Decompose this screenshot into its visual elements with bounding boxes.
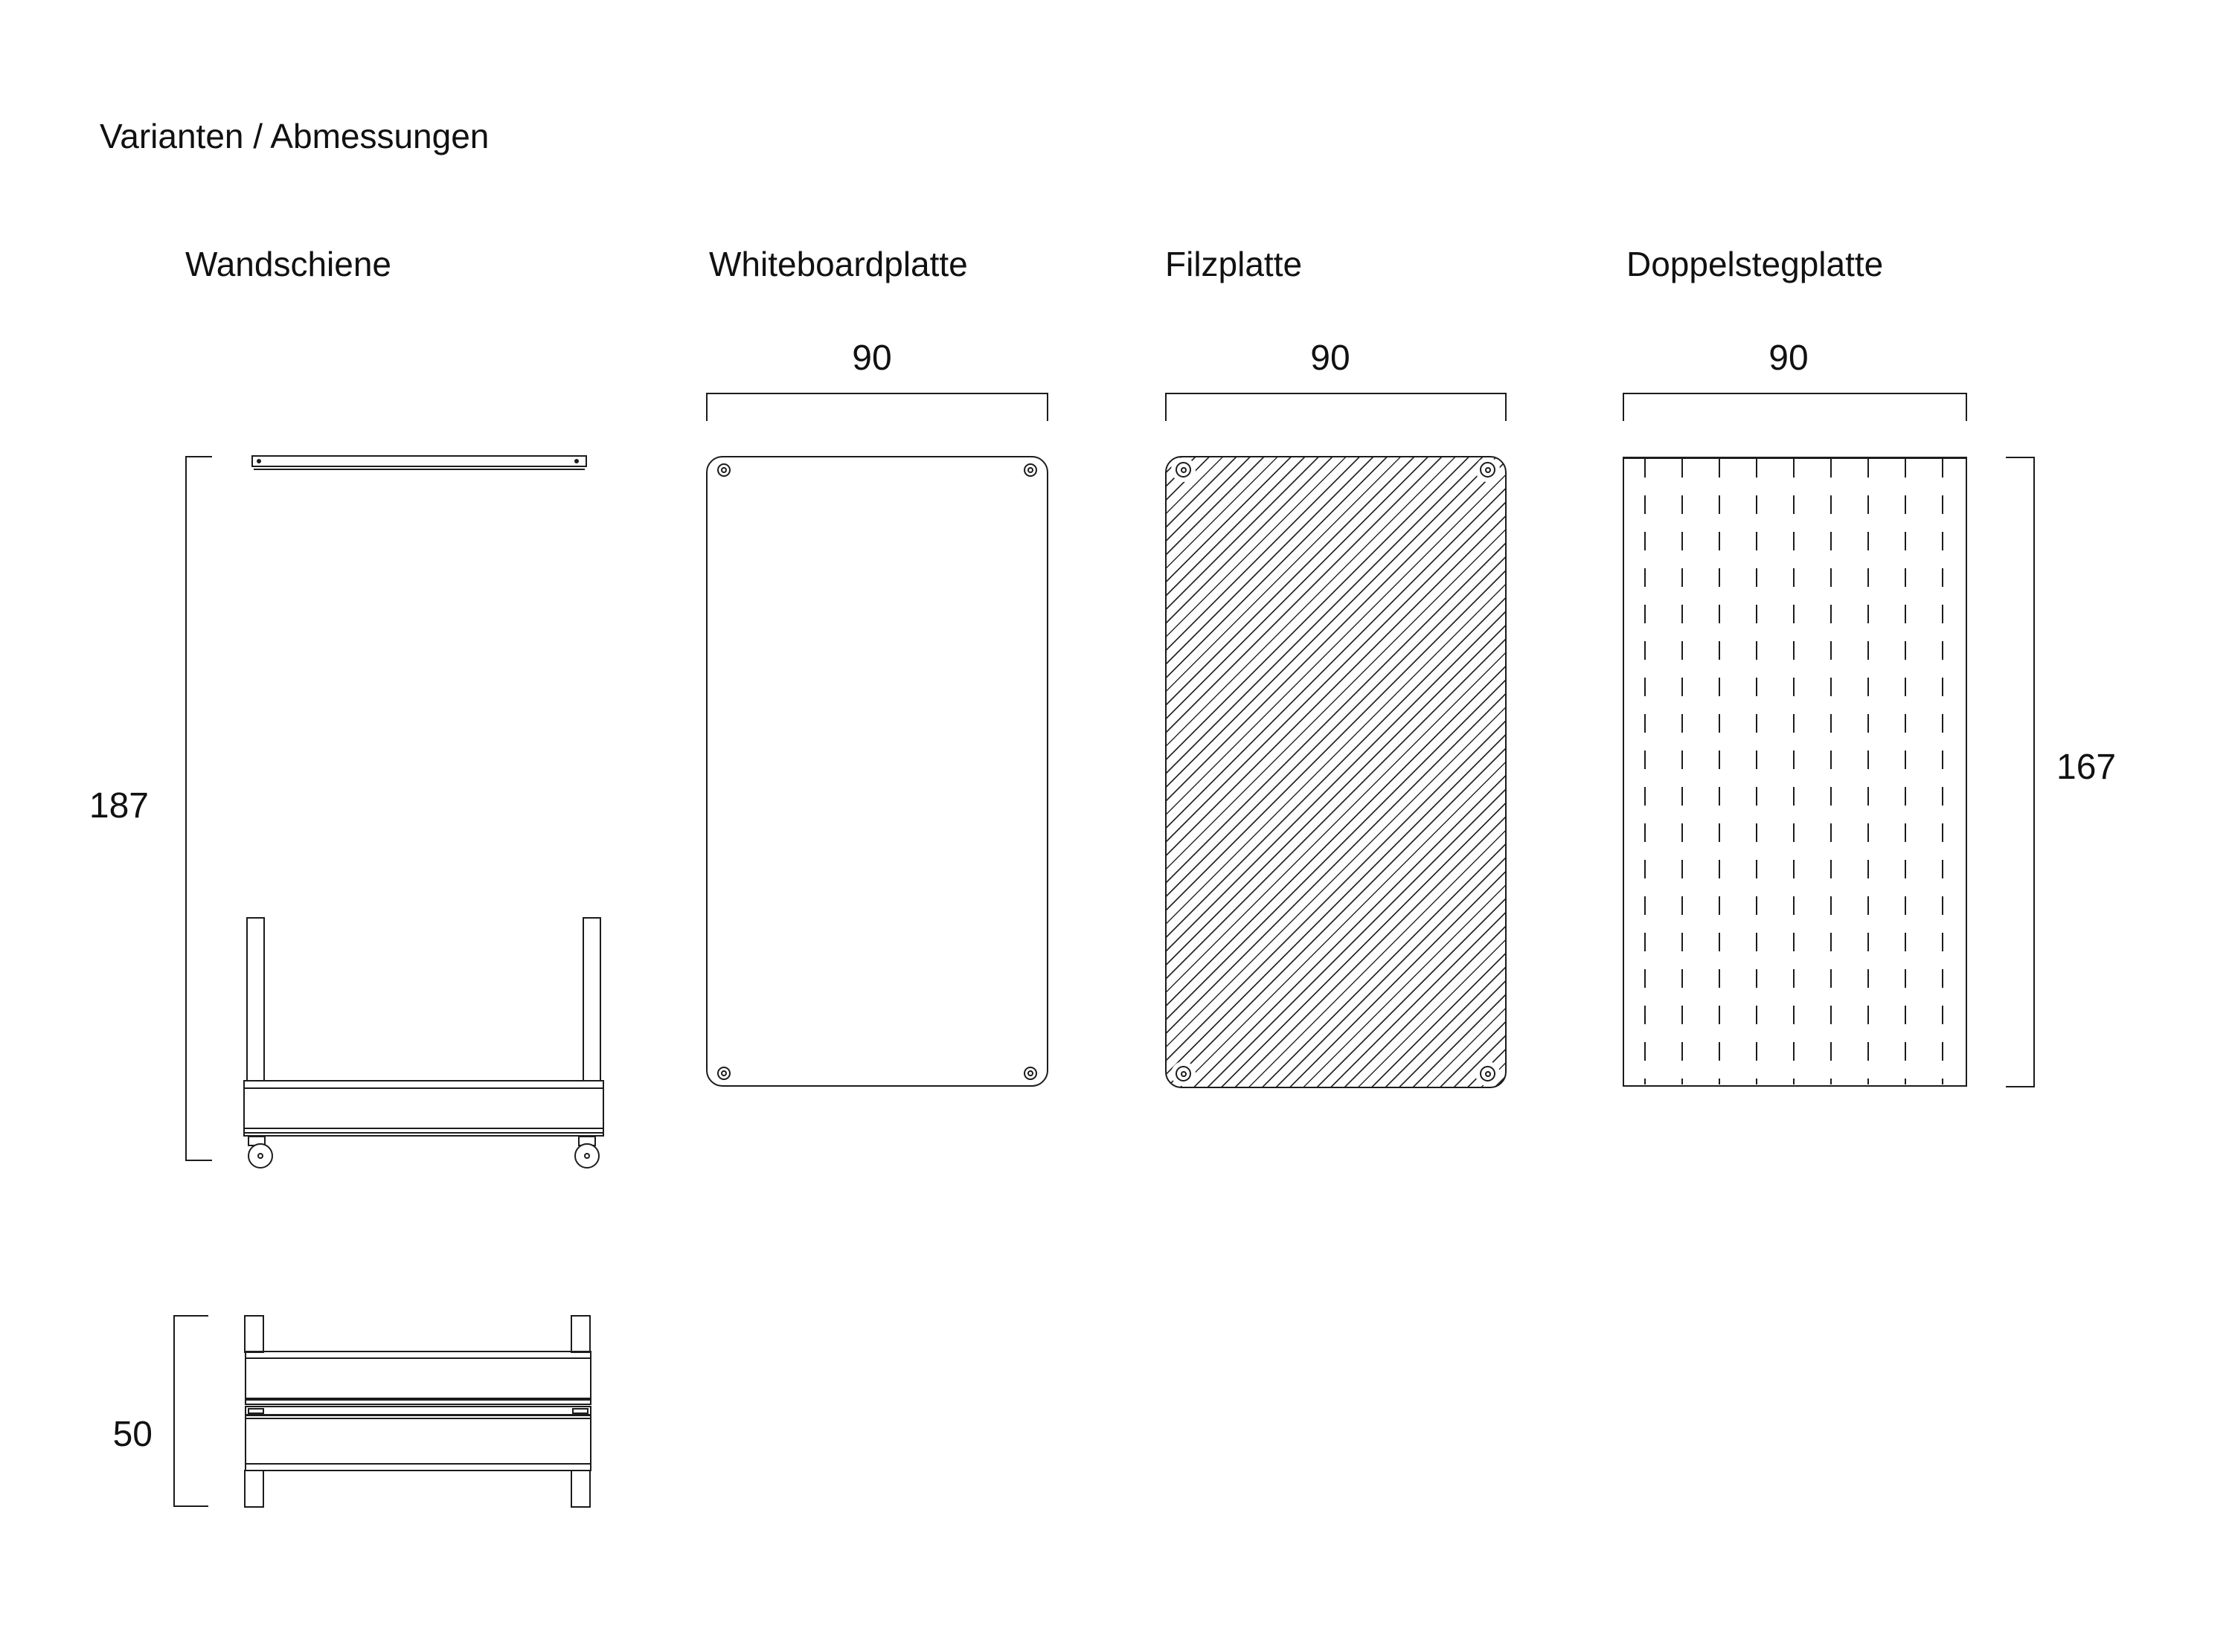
dim-187-tick-bottom xyxy=(185,1160,212,1161)
dim-187-line xyxy=(185,456,187,1161)
panel-screw-center xyxy=(1181,467,1187,473)
cart-post-right xyxy=(583,917,601,1081)
variant-label-doppelstegplatte: Doppelstegplatte xyxy=(1626,245,1884,283)
panel-screw xyxy=(1176,1066,1191,1081)
caster-hub-right xyxy=(584,1153,590,1159)
dim-167-tick-bottom xyxy=(2006,1086,2035,1087)
twinwall-rib xyxy=(1756,459,1757,1084)
whiteboard-panel xyxy=(706,456,1048,1087)
page-title: Varianten / Abmessungen xyxy=(100,117,490,155)
plan-body-lower xyxy=(245,1418,591,1465)
twinwall-panel xyxy=(1623,457,1967,1087)
panel-screw xyxy=(1480,1066,1495,1081)
wall-rail-bar xyxy=(251,455,587,467)
dim-187-label: 187 xyxy=(89,786,149,826)
felt-panel xyxy=(1165,456,1507,1088)
variant-label-wandschiene: Wandschiene xyxy=(185,245,392,283)
plan-thin-band xyxy=(245,1399,591,1405)
dim-50-label: 50 xyxy=(112,1415,153,1454)
twinwall-rib xyxy=(1793,459,1795,1084)
plan-post-bottom-left xyxy=(244,1470,264,1508)
panel-screw xyxy=(1480,462,1495,478)
plan-body-upper xyxy=(245,1357,591,1399)
plan-rail-tab-left xyxy=(248,1408,264,1414)
rail-screw-hole-left xyxy=(257,459,261,463)
panel-screw-center xyxy=(721,1070,727,1076)
rail-screw-hole-right xyxy=(574,459,579,463)
twinwall-rib xyxy=(1867,459,1869,1084)
dim-50-tick-top xyxy=(173,1315,208,1317)
caster-hub-left xyxy=(257,1153,263,1159)
plan-rail-tab-right xyxy=(572,1408,589,1414)
dim-90-tick-left-doppelsteg xyxy=(1623,393,1624,421)
dim-90-tick-right-filz xyxy=(1505,393,1507,421)
dim-90-line-filz xyxy=(1165,393,1507,394)
plan-post-top-right xyxy=(571,1315,591,1353)
dim-50-tick-bottom xyxy=(173,1505,208,1507)
panel-screw xyxy=(1024,1067,1037,1080)
rail-lip-line xyxy=(254,469,585,470)
dim-90-line-whiteboard xyxy=(706,393,1048,394)
dim-90-label-whiteboard: 90 xyxy=(852,338,892,378)
twinwall-rib xyxy=(1830,459,1832,1084)
dim-90-tick-right-doppelsteg xyxy=(1966,393,1967,421)
panel-screw-center xyxy=(1027,467,1033,473)
plan-post-bottom-right xyxy=(571,1470,591,1508)
dim-90-tick-left-whiteboard xyxy=(706,393,708,421)
panel-screw-center xyxy=(721,467,727,473)
variant-label-filzplatte: Filzplatte xyxy=(1165,245,1303,283)
variant-label-whiteboardplatte: Whiteboardplatte xyxy=(709,245,968,283)
dim-167-label: 167 xyxy=(2056,748,2117,787)
panel-screw xyxy=(1176,462,1191,478)
dim-90-line-doppelsteg xyxy=(1623,393,1967,394)
twinwall-rib xyxy=(1905,459,1906,1084)
cart-base-line-1 xyxy=(244,1087,603,1089)
twinwall-rib xyxy=(1719,459,1720,1084)
cart-base-line-2 xyxy=(244,1128,603,1129)
panel-screw-center xyxy=(1181,1071,1187,1077)
panel-screw xyxy=(717,1067,731,1080)
dim-90-label-doppelsteg: 90 xyxy=(1768,338,1809,378)
cart-post-left xyxy=(246,917,265,1081)
dim-90-label-filz: 90 xyxy=(1310,338,1350,378)
dim-167-tick-top xyxy=(2006,457,2035,458)
panel-screw xyxy=(1024,463,1037,477)
dim-167-line xyxy=(2033,457,2035,1087)
panel-screw-center xyxy=(1027,1070,1033,1076)
twinwall-rib xyxy=(1644,459,1646,1084)
panel-screw-center xyxy=(1485,467,1491,473)
panel-screw xyxy=(717,463,731,477)
panel-screw-center xyxy=(1485,1071,1491,1077)
twinwall-rib xyxy=(1942,459,1943,1084)
plan-post-top-left xyxy=(244,1315,264,1353)
dim-90-tick-right-whiteboard xyxy=(1047,393,1048,421)
dim-90-tick-left-filz xyxy=(1165,393,1167,421)
plan-flange-bottom xyxy=(245,1463,591,1471)
cart-base-line-3 xyxy=(244,1132,603,1134)
twinwall-rib xyxy=(1681,459,1683,1084)
dim-187-tick-top xyxy=(185,456,212,457)
dim-50-line xyxy=(173,1315,175,1507)
